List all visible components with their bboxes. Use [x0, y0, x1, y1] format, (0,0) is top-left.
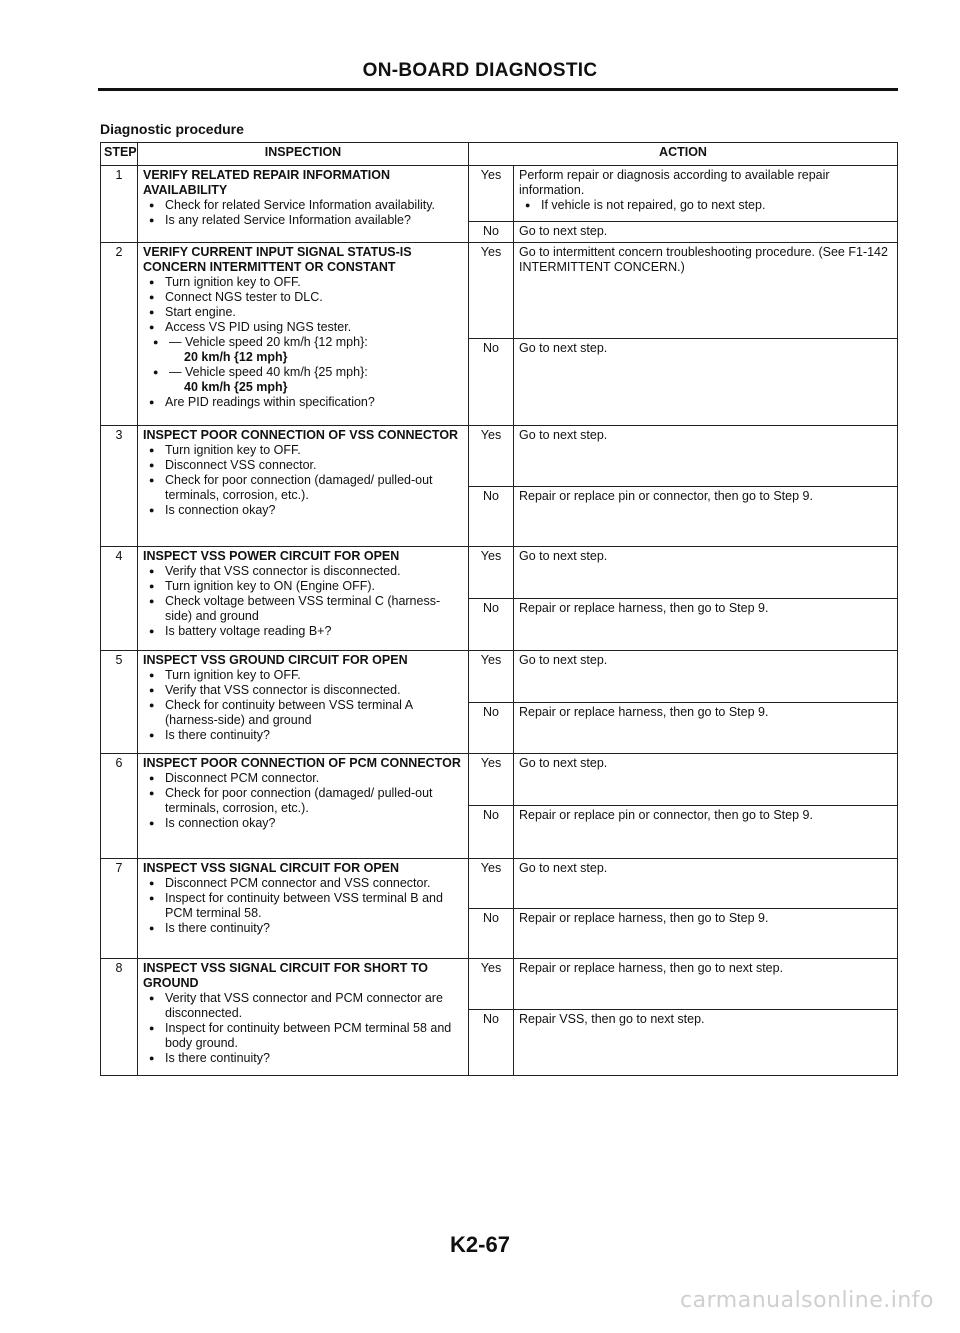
inspection-check-item [165, 579, 463, 594]
inspection-check-item [165, 921, 463, 936]
answer-cell: No [469, 339, 514, 426]
table-row [101, 651, 898, 703]
action-cell [514, 599, 898, 651]
answer-cell: Yes [469, 651, 514, 703]
answer-cell: Yes [469, 754, 514, 806]
check-text: Disconnect PCM connector and VSS connector. [165, 876, 431, 890]
action-text: Repair or replace pin or connector, then go to Step 9. [519, 808, 813, 822]
action-text: Repair or replace pin or connector, then go to Step 9. [519, 489, 813, 503]
action-cell [514, 222, 898, 243]
section-title: Diagnostic procedure [100, 121, 244, 137]
check-text: Connect NGS tester to DLC. [165, 290, 323, 304]
inspection-checklist [143, 668, 463, 743]
inspection-check-item [165, 503, 463, 518]
table-row [101, 959, 898, 1010]
inspection-title: INSPECT VSS GROUND CIRCUIT FOR OPEN [143, 653, 408, 667]
action-text: Go to next step. [519, 428, 608, 442]
inspection-cell [138, 426, 469, 547]
spec-item [169, 365, 463, 395]
inspection-check-item [165, 876, 463, 891]
action-text: Repair or replace harness, then go to next step. [519, 961, 784, 975]
check-text: Turn ignition key to OFF. [165, 668, 301, 682]
inspection-check-item [165, 698, 463, 728]
check-text: Turn ignition key to OFF. [165, 275, 301, 289]
check-text: Check for poor connection (damaged/ pulled-out terminals, corrosion, etc.). [165, 786, 433, 815]
inspection-check-item [165, 891, 463, 921]
inspection-checklist [143, 443, 463, 518]
action-text: Repair VSS, then go to next step. [519, 1012, 705, 1026]
action-cell [514, 703, 898, 754]
action-cell [514, 651, 898, 703]
inspection-checklist [143, 564, 463, 639]
action-cell [514, 806, 898, 859]
header-step: STEP [101, 143, 138, 166]
inspection-cell [138, 243, 469, 426]
page-header-title: ON-BOARD DIAGNOSTIC [362, 60, 598, 81]
inspection-checklist [143, 991, 463, 1066]
check-text: Check for continuity between VSS terminal A (harness-side) and ground [165, 698, 413, 727]
answer-cell: Yes [469, 547, 514, 599]
check-text: Disconnect PCM connector. [165, 771, 320, 785]
inspection-title: VERIFY RELATED REPAIR INFORMATION AVAILABILITY [143, 168, 390, 197]
step-number: 1 [101, 166, 138, 243]
inspection-check-item [165, 320, 463, 395]
check-text: Turn ignition key to OFF. [165, 443, 301, 457]
step-number: 6 [101, 754, 138, 859]
check-text: Verify that VSS connector is disconnected. [165, 683, 401, 697]
check-text: Is there continuity? [165, 728, 270, 742]
inspection-check-item [165, 198, 463, 213]
check-text: Verify that VSS connector is disconnected. [165, 564, 401, 578]
check-text: Disconnect VSS connector. [165, 458, 317, 472]
inspection-check-item [165, 786, 463, 816]
answer-cell: No [469, 806, 514, 859]
inspection-check-item [165, 458, 463, 473]
inspection-title: INSPECT VSS POWER CIRCUIT FOR OPEN [143, 549, 400, 563]
inspection-check-item [165, 624, 463, 639]
table-body [101, 166, 898, 1076]
step-number: 4 [101, 547, 138, 651]
table-row [101, 859, 898, 909]
answer-cell: Yes [469, 426, 514, 487]
check-text: Access VS PID using NGS tester. [165, 320, 352, 334]
action-text: Go to next step. [519, 549, 608, 563]
check-text: Is there continuity? [165, 921, 270, 935]
action-cell [514, 754, 898, 806]
inspection-checklist [143, 198, 463, 228]
inspection-check-item [165, 991, 463, 1021]
inspection-check-item [165, 771, 463, 786]
step-number: 3 [101, 426, 138, 547]
spec-list [165, 335, 463, 395]
step-number: 2 [101, 243, 138, 426]
check-text: Is connection okay? [165, 503, 276, 517]
spec-condition: ● — Vehicle speed 20 km/h {12 mph}: [169, 335, 368, 349]
action-text: Go to intermittent concern troubleshooting procedure. (See F1-142 INTERMITTENT CONCERN.) [519, 245, 888, 274]
answer-cell: No [469, 1010, 514, 1076]
inspection-check-item [165, 564, 463, 579]
inspection-check-item [165, 473, 463, 503]
check-text: Inspect for continuity between PCM terminal 58 and body ground. [165, 1021, 452, 1050]
table-row [101, 754, 898, 806]
action-cell [514, 959, 898, 1010]
answer-cell: No [469, 703, 514, 754]
inspection-check-item [165, 728, 463, 743]
inspection-checklist [143, 876, 463, 936]
action-bullets [519, 198, 892, 213]
inspection-cell [138, 959, 469, 1076]
diagnostic-procedure-table [100, 142, 898, 1076]
action-text: Go to next step. [519, 653, 608, 667]
answer-cell: No [469, 222, 514, 243]
check-text: Check voltage between VSS terminal C (harness-side) and ground [165, 594, 441, 623]
inspection-cell [138, 166, 469, 243]
inspection-check-item [165, 395, 463, 410]
inspection-check-item [165, 275, 463, 290]
action-text: Go to next step. [519, 341, 608, 355]
inspection-check-item [165, 1021, 463, 1051]
action-cell [514, 859, 898, 909]
answer-cell: Yes [469, 166, 514, 222]
action-text: Go to next step. [519, 861, 608, 875]
inspection-cell [138, 547, 469, 651]
action-text: Perform repair or diagnosis according to available repair information. [519, 168, 830, 197]
inspection-checklist [143, 771, 463, 831]
answer-cell: Yes [469, 959, 514, 1010]
inspection-check-item [165, 683, 463, 698]
inspection-title: INSPECT POOR CONNECTION OF VSS CONNECTOR [143, 428, 459, 442]
inspection-check-item [165, 668, 463, 683]
table-row [101, 243, 898, 339]
check-text: Turn ignition key to ON (Engine OFF). [165, 579, 376, 593]
answer-cell: Yes [469, 859, 514, 909]
inspection-check-item [165, 290, 463, 305]
watermark: carmanualsonline.info [680, 1288, 934, 1313]
action-text: Go to next step. [519, 224, 608, 238]
page-number: K2-67 [450, 1232, 510, 1257]
spec-condition: ● — Vehicle speed 40 km/h {25 mph}: [169, 365, 368, 379]
check-text: Start engine. [165, 305, 236, 319]
inspection-check-item [165, 443, 463, 458]
inspection-title: INSPECT POOR CONNECTION OF PCM CONNECTOR [143, 756, 461, 770]
check-text: Is there continuity? [165, 1051, 270, 1065]
inspection-check-item [165, 1051, 463, 1066]
action-text: Go to next step. [519, 756, 608, 770]
inspection-title: VERIFY CURRENT INPUT SIGNAL STATUS-IS CONCERN INTERMITTENT OR CONSTANT [143, 245, 412, 274]
header-action: ACTION [469, 143, 898, 166]
inspection-check-item [165, 816, 463, 831]
check-text: Are PID readings within specification? [165, 395, 375, 409]
inspection-check-item [165, 213, 463, 228]
table-row [101, 426, 898, 487]
action-cell [514, 166, 898, 222]
check-text: Check for related Service Information availability. [165, 198, 436, 212]
inspection-cell [138, 651, 469, 754]
action-text: Repair or replace harness, then go to Step 9. [519, 601, 769, 615]
check-text: Verity that VSS connector and PCM connector are disconnected. [165, 991, 443, 1020]
action-text: Repair or replace harness, then go to Step 9. [519, 705, 769, 719]
check-text: Is battery voltage reading B+? [165, 624, 332, 638]
table-row [101, 166, 898, 222]
inspection-check-item [165, 594, 463, 624]
action-bullet: ● If vehicle is not repaired, go to next step. [541, 198, 892, 213]
action-cell [514, 1010, 898, 1076]
check-text: Is connection okay? [165, 816, 276, 830]
inspection-cell [138, 859, 469, 959]
inspection-checklist [143, 275, 463, 410]
action-cell [514, 243, 898, 339]
spec-value: 40 km/h {25 mph} [184, 380, 288, 394]
answer-cell: Yes [469, 243, 514, 339]
answer-cell: No [469, 599, 514, 651]
table-row [101, 547, 898, 599]
inspection-title: INSPECT VSS SIGNAL CIRCUIT FOR OPEN [143, 861, 400, 875]
action-cell [514, 487, 898, 547]
action-cell [514, 426, 898, 487]
spec-item [169, 335, 463, 365]
check-text: Check for poor connection (damaged/ pulled-out terminals, corrosion, etc.). [165, 473, 433, 502]
header-inspection: INSPECTION [138, 143, 469, 166]
inspection-check-item [165, 305, 463, 320]
inspection-cell [138, 754, 469, 859]
answer-cell: No [469, 487, 514, 547]
answer-cell: No [469, 909, 514, 959]
spec-value: 20 km/h {12 mph} [184, 350, 288, 364]
check-text: Is any related Service Information available? [165, 213, 411, 227]
inspection-title: INSPECT VSS SIGNAL CIRCUIT FOR SHORT TO GROUND [143, 961, 428, 990]
table-header-row [101, 143, 898, 166]
step-number: 5 [101, 651, 138, 754]
action-cell [514, 339, 898, 426]
action-text: Repair or replace harness, then go to Step 9. [519, 911, 769, 925]
header-rule [98, 88, 898, 91]
action-cell [514, 909, 898, 959]
step-number: 8 [101, 959, 138, 1076]
step-number: 7 [101, 859, 138, 959]
action-cell [514, 547, 898, 599]
check-text: Inspect for continuity between VSS terminal B and PCM terminal 58. [165, 891, 443, 920]
